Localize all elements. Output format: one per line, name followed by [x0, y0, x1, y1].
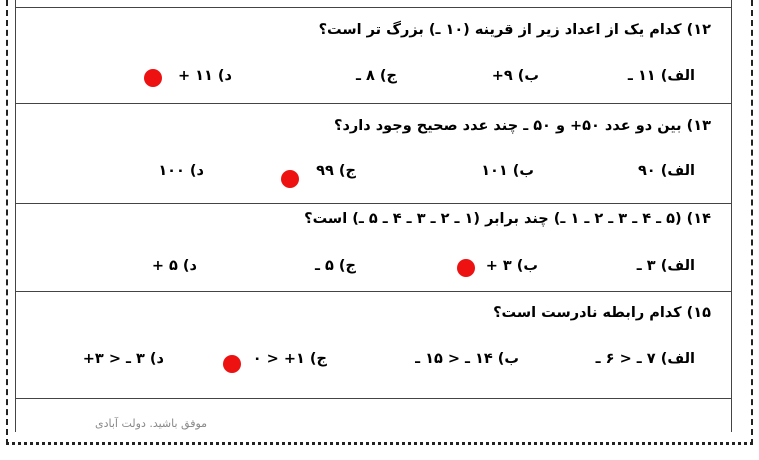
footer-note: موفق باشید. دولت آبادی — [95, 417, 208, 430]
divider — [15, 103, 732, 104]
option-a[interactable]: الف) ۹۰ — [637, 163, 695, 179]
option-d[interactable]: د) ۳ ـ < ۳+ — [82, 351, 164, 367]
divider — [15, 398, 732, 399]
option-c[interactable]: ج) ۱+ < ۰ — [252, 351, 327, 367]
divider — [15, 7, 732, 8]
option-c[interactable]: ج) ۸ ـ — [355, 68, 397, 84]
option-c[interactable]: ج) ۵ ـ — [314, 258, 356, 274]
option-b[interactable]: ب) ۹+ — [491, 68, 539, 84]
question-14: ۱۴) (۵ ـ ۴ ـ ۳ ـ ۲ ـ ۱ ـ) چند برابر (۱ ـ ۲ ـ ۳ ـ ۴ ـ ۵ ـ) است؟ — [304, 211, 711, 227]
option-a[interactable]: الف) ۱۱ ـ — [627, 68, 695, 84]
answer-marker — [144, 69, 162, 87]
option-a[interactable]: الف) ۷ ـ < ۶ ـ — [595, 351, 695, 367]
answer-marker — [281, 170, 299, 188]
divider — [15, 291, 732, 292]
question-12: ۱۲) کدام یک از اعداد زیر از قرینه (۱۰ ـ) بزرگ تر است؟ — [318, 22, 711, 38]
answer-marker — [457, 259, 475, 277]
option-b[interactable]: ب) ۱۰۱ — [481, 163, 534, 179]
option-b[interactable]: ب) ۳ + — [485, 258, 538, 274]
question-15: ۱۵) کدام رابطه نادرست است؟ — [493, 305, 711, 321]
question-13: ۱۳) بین دو عدد ۵۰+ و ۵۰ ـ چند عدد صحیح وجود دارد؟ — [334, 118, 711, 134]
option-d[interactable]: د) ۱۱ + — [177, 68, 232, 84]
option-d[interactable]: د) ۱۰۰ — [158, 163, 204, 179]
option-c[interactable]: ج) ۹۹ — [316, 163, 356, 179]
divider — [15, 203, 732, 204]
option-b[interactable]: ب) ۱۴ ـ < ۱۵ ـ — [415, 351, 519, 367]
option-d[interactable]: د) ۵ + — [151, 258, 197, 274]
option-a[interactable]: الف) ۳ ـ — [636, 258, 695, 274]
answer-marker — [223, 355, 241, 373]
